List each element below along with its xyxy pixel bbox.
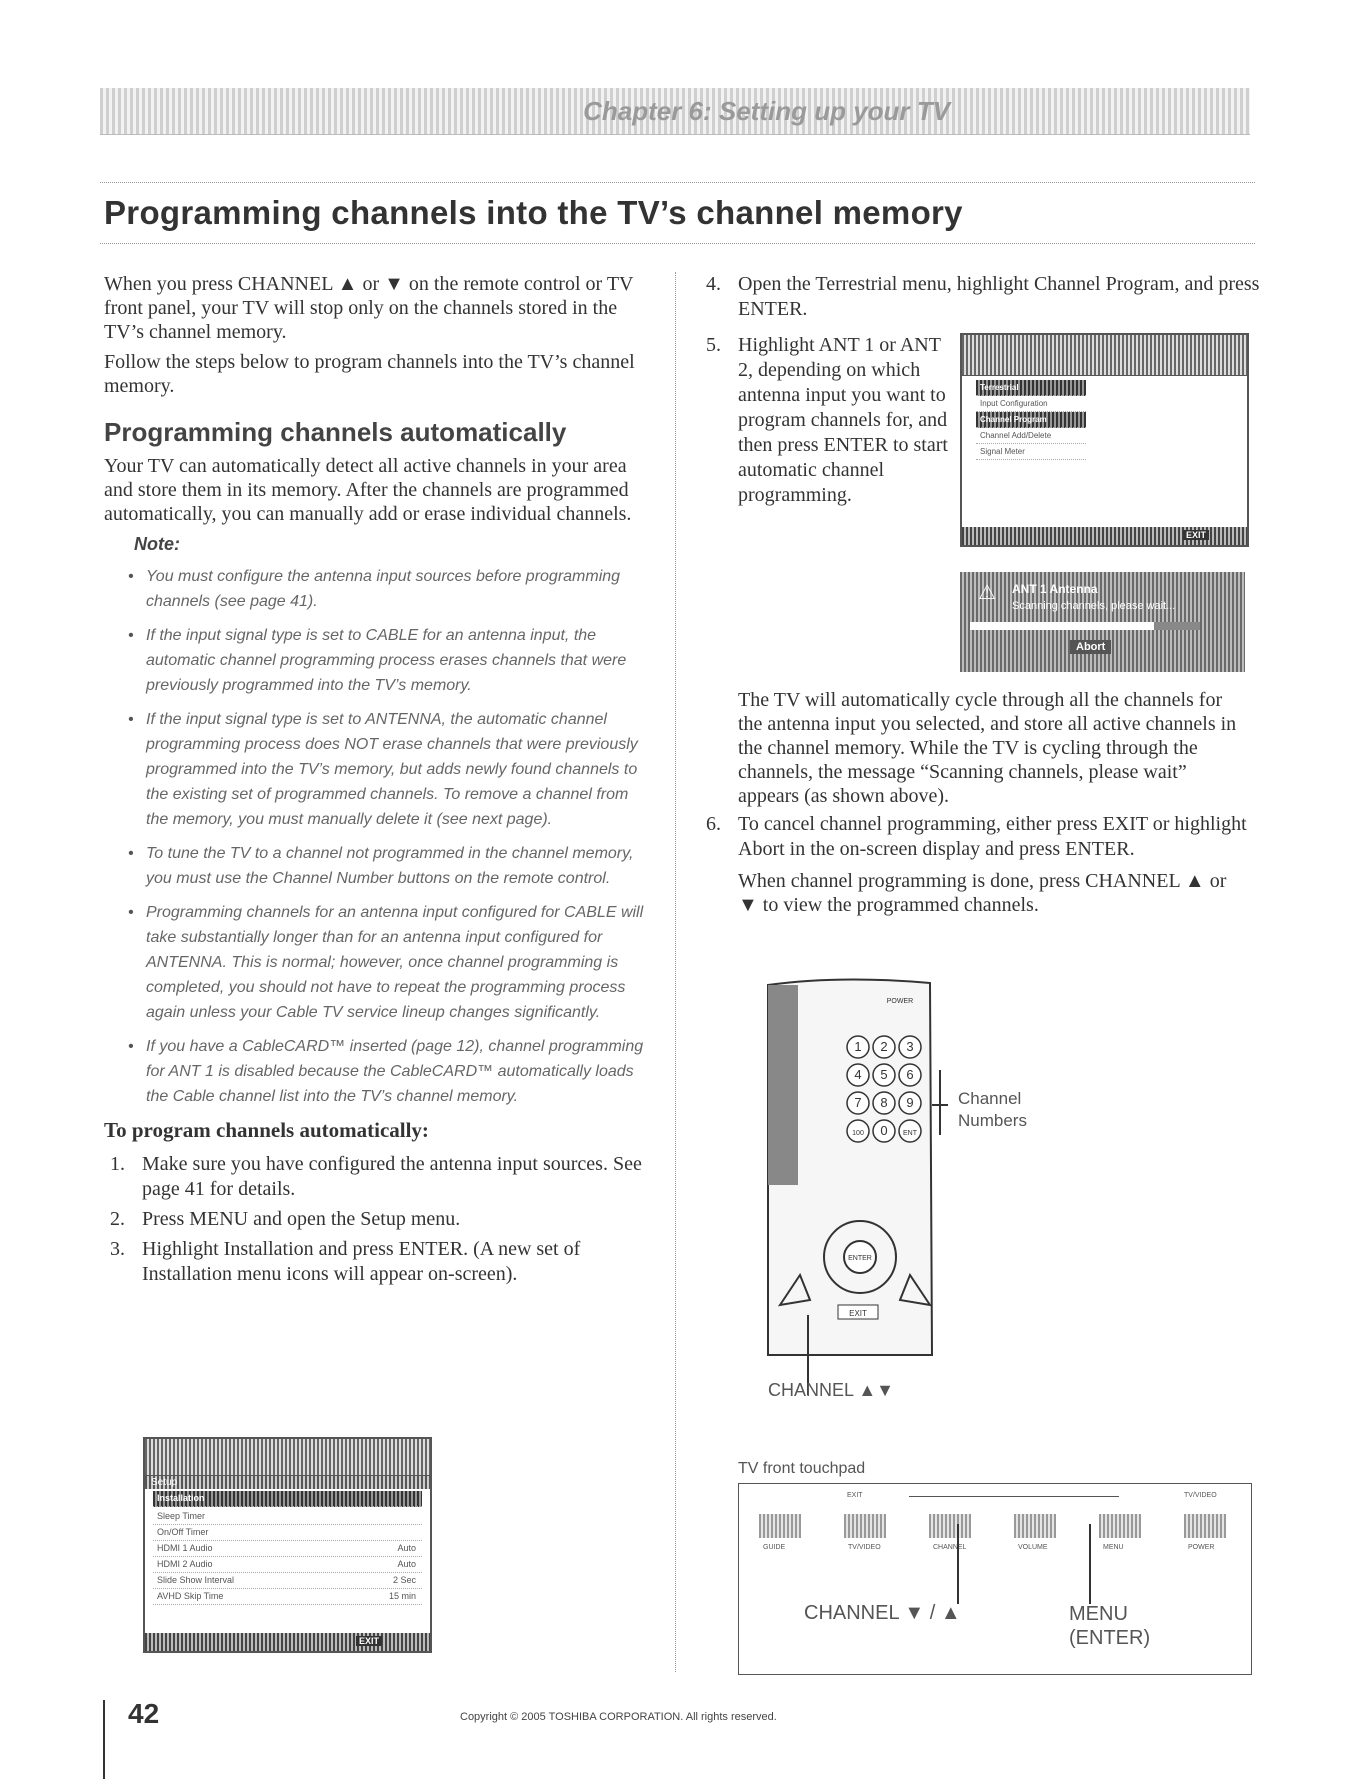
note-item: • Programming channels for an antenna input configured for CABLE will take substantially longer than for an antenna input configured for ANTENNA. This is normal; however, once channel programming is completed, you should not have to repeat the programming process again unless your Cable TV service lineup changes significantly. [126, 900, 646, 1025]
setup-menu-item: HDMI 2 Audio Auto [153, 1557, 422, 1573]
step-4: 4. Open the Terrestrial menu, highlight Channel Program, and press ENTER. [706, 273, 1260, 320]
remote-power-label: POWER [886, 998, 914, 1005]
touchpad-channel-line [957, 1524, 959, 1604]
left-column [104, 272, 649, 1292]
scan-line-1: ANT 1 Antenna [1012, 582, 1098, 596]
touchpad-button-label: GUIDE [763, 1544, 786, 1551]
setup-menu-item: On/Off Timer [153, 1525, 422, 1541]
note-label: Note: [134, 534, 180, 554]
terrestrial-menu-list [976, 380, 1086, 460]
setup-menu-item: AVHD Skip Time 15 min [153, 1589, 422, 1605]
chapter-title: Chapter 6: Setting up your TV [583, 96, 950, 126]
touchpad-title: TV front touchpad [738, 1460, 866, 1477]
touchpad-channel-callout: CHANNEL ▼ / ▲ [804, 1602, 961, 1624]
setup-menu-installation: Installation [153, 1491, 422, 1507]
remote-digit-label: 5 [880, 1067, 888, 1082]
note-item: • To tune the TV to a channel not programmed in the channel memory, you must use the Channel Number buttons on the remote control. [126, 841, 646, 891]
remote-enter-label: ENTER [848, 1255, 872, 1262]
touchpad-button[interactable] [1184, 1514, 1226, 1538]
notes-list [126, 564, 646, 1109]
step-5: 5. Highlight ANT 1 or ANT 2, depending on which antenna input you want to program channels for, and then press ENTER to start automatic channel programming. [706, 334, 948, 506]
copyright: Copyright © 2005 TOSHIBA CORPORATION. All rights reserved. [460, 1711, 777, 1723]
terrestrial-menu-item-selected: Channel Program [976, 412, 1086, 428]
terrestrial-menu-item: Signal Meter [976, 444, 1086, 460]
scan-progress-fill [970, 622, 1154, 630]
remote-illustration [760, 975, 1090, 1395]
intro-paragraph-1: When you press CHANNEL ▲ or ▼ on the remote control or TV front panel, your TV will stop only on the channels stored in the TV’s channel memory. [104, 273, 634, 343]
terrestrial-menu-item: Input Configuration [976, 396, 1086, 412]
scanning-osd [960, 572, 1245, 672]
note-item: • If the input signal type is set to CABLE for an antenna input, the automatic channel programming process erases channels that were previously programmed into the TV’s memory. [126, 623, 646, 698]
remote-digit-label: 6 [906, 1067, 914, 1082]
page-number: 42 [128, 1698, 160, 1729]
intro-paragraph-2: Follow the steps below to program channels into the TV’s channel memory. [104, 351, 635, 397]
touchpad-button[interactable] [929, 1514, 971, 1538]
steps-list [104, 1152, 644, 1287]
remote-digit-label: 9 [906, 1095, 914, 1110]
setup-menu-screenshot [143, 1437, 432, 1653]
channel-numbers-callout: Channel Numbers [958, 1089, 1027, 1130]
title-rule-top [100, 182, 1255, 183]
procedure-heading: To program channels automatically: [104, 1118, 429, 1142]
section-paragraph: Your TV can automatically detect all active channels in your area and store them in its memory. After the channels are programmed automatically, you can manually add or erase individual channels. [104, 455, 632, 525]
touchpad-arrow-line [909, 1496, 1119, 1497]
touchpad-button-label: POWER [1188, 1544, 1215, 1551]
setup-menu-item: Sleep Timer [153, 1509, 422, 1525]
touchpad-button[interactable] [844, 1514, 886, 1538]
touchpad-tvvideo-label: TV/VIDEO [1184, 1492, 1217, 1499]
touchpad-menu-callout: MENU (ENTER) [1069, 1603, 1151, 1649]
step-item: 2. Press MENU and open the Setup menu. [110, 1208, 461, 1230]
note-item: • You must configure the antenna input sources before programming channels (see page 41). [126, 564, 646, 614]
terrestrial-icon-row [962, 335, 1247, 376]
remote-digit-label: 1 [854, 1039, 862, 1054]
note-item: • If you have a CableCARD™ inserted (page 12), channel programming for ANT 1 is disabled because the CableCARD™ automatically loads the Cable channel list into the TV’s channel memory. [126, 1034, 646, 1109]
terrestrial-menu-item: Channel Add/Delete [976, 428, 1086, 444]
page-title: Programming channels into the TV’s channel memory [104, 194, 963, 231]
remote-digit-label: ENT [903, 1130, 917, 1137]
note-item: • If the input signal type is set to ANTENNA, the automatic channel programming process does NOT erase channels that were previously programmed into the TV’s memory, but adds newly found channels to the existing set of programmed channels. To remove a channel from the memory, you must manually delete it (see next page). [126, 707, 646, 832]
touchpad-button[interactable] [1099, 1514, 1141, 1538]
setup-menu-nav-bar [145, 1633, 430, 1651]
remote-digit-label: 100 [852, 1130, 864, 1137]
setup-menu-item: Slide Show Interval 2 Sec [153, 1573, 422, 1589]
column-divider [675, 272, 676, 1672]
setup-menu-icon-row [145, 1439, 430, 1476]
touchpad-button-label: TV/VIDEO [848, 1544, 881, 1551]
step-item: 1. Make sure you have configured the antenna input sources. See page 41 for details. [110, 1153, 642, 1200]
scan-line-2: Scanning channels, please wait... [1012, 600, 1176, 612]
remote-digit-label: 8 [880, 1095, 888, 1110]
title-rule-bottom [100, 243, 1255, 244]
step-6: 6. To cancel channel programming, either press EXIT or highlight Abort in the on-screen display and press ENTER. [706, 813, 1247, 860]
touchpad-diagram [738, 1483, 1252, 1675]
section-heading: Programming channels automatically [104, 417, 567, 447]
setup-menu-items [153, 1509, 422, 1605]
terrestrial-exit: EXIT [1183, 530, 1209, 540]
setup-menu-exit: EXIT [356, 1636, 382, 1646]
remote-digit-label: 0 [880, 1123, 888, 1138]
chapter-banner [100, 88, 1250, 135]
remote-digit-label: 3 [906, 1039, 914, 1054]
step-item: 3. Highlight Installation and press ENTER. (A new set of Installation menu icons will appear on-screen). [110, 1238, 581, 1285]
touchpad-button-label: MENU [1103, 1544, 1124, 1551]
remote-digit-label: 7 [854, 1095, 862, 1110]
warning-icon: ⚠ [978, 582, 996, 604]
scan-progress-track [970, 622, 1200, 630]
footer-rule [103, 1700, 105, 1779]
terrestrial-menu-title: Terrestrial [976, 380, 1086, 396]
terrestrial-nav-bar [962, 527, 1247, 545]
touchpad-button-label: CHANNEL [933, 1544, 967, 1551]
terrestrial-menu-screenshot [960, 333, 1249, 547]
setup-menu-item: HDMI 1 Audio Auto [153, 1541, 422, 1557]
touchpad-button[interactable] [1014, 1514, 1056, 1538]
abort-button[interactable]: Abort [1070, 640, 1111, 654]
touchpad-menu-line [1089, 1524, 1091, 1604]
scan-paragraph: The TV will automatically cycle through all the channels for the antenna input you selected, and store all active channels in the channel memory. While the TV is cycling through the channels, the message “Scanning channels, please wait” appears (as shown above). [738, 689, 1237, 807]
remote-side-buttons [768, 985, 798, 1185]
touchpad-exit-label: EXIT [847, 1492, 863, 1499]
setup-menu-title: Setup [145, 1476, 430, 1489]
remote-exit-label: EXIT [849, 1309, 867, 1318]
remote-digit-label: 2 [880, 1039, 888, 1054]
touchpad-button[interactable] [759, 1514, 801, 1538]
channel-updown-callout: CHANNEL ▲▼ [768, 1380, 894, 1400]
touchpad-button-label: VOLUME [1018, 1544, 1048, 1551]
done-paragraph: When channel programming is done, press CHANNEL ▲ or ▼ to view the programmed channels. [738, 870, 1227, 916]
remote-digit-label: 4 [854, 1067, 862, 1082]
